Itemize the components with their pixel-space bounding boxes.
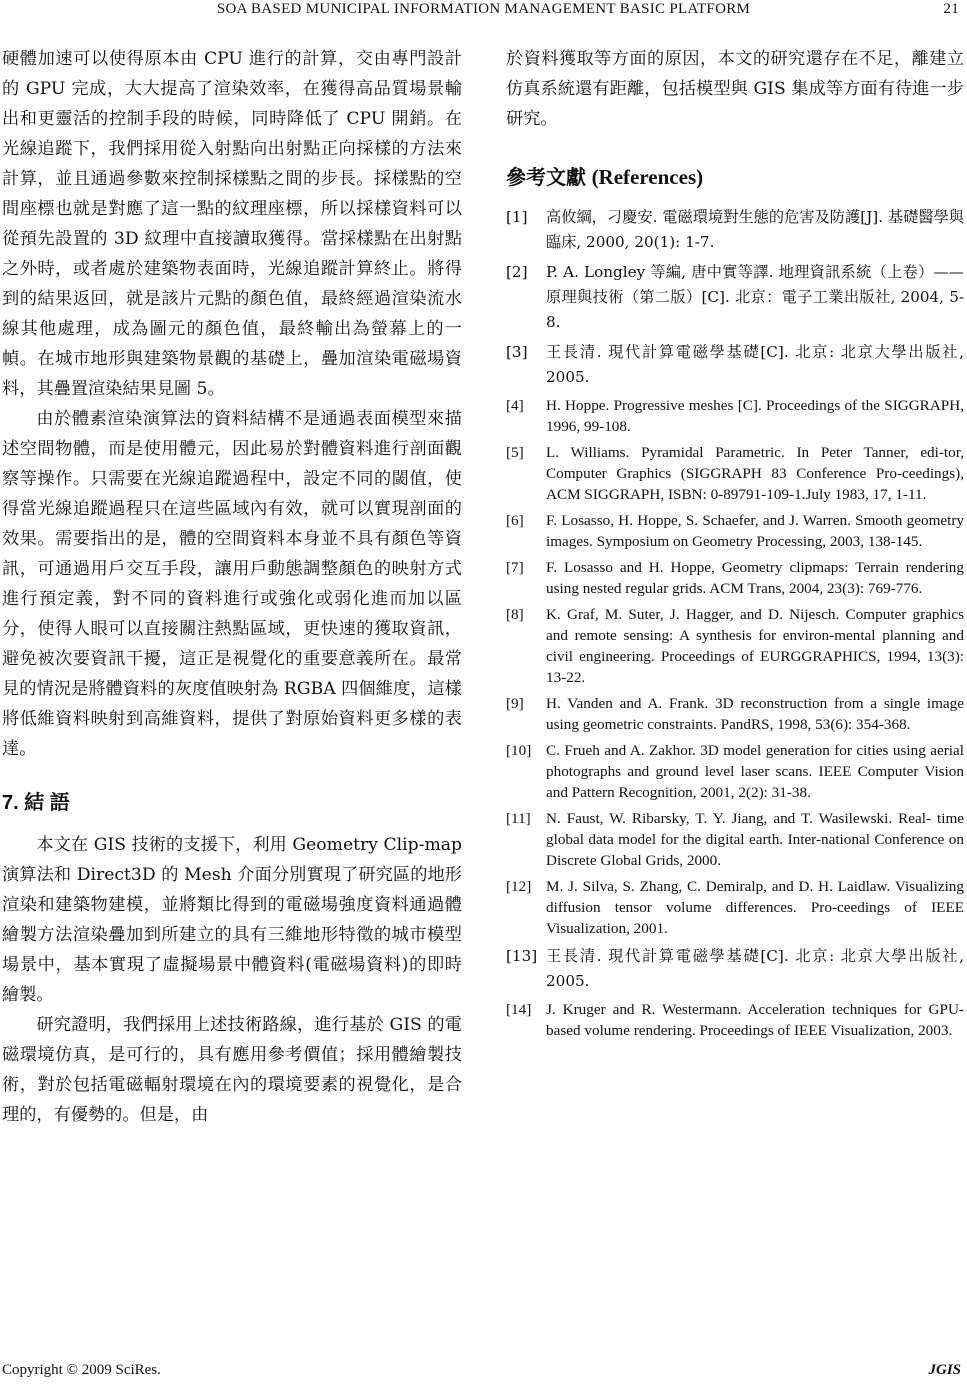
reference-number: [12] (506, 878, 532, 895)
page-header (0, 0, 967, 26)
reference-number: [6] (506, 512, 524, 529)
references-heading (506, 162, 964, 193)
reference-text: F. Losasso, H. Hoppe, S. Schaefer, and J. Warren. Smooth geometry images. Symposium on Geometry Processing, 2003, 138-145. (546, 512, 964, 550)
reference-list (506, 205, 964, 1041)
reference-number: [8] (506, 606, 524, 623)
conclusion-paragraph-1: 本文在 GIS 技術的支援下，利用 Geometry Clip-map 演算法和 Direct3D 的 Mesh 介面分別實現了研究區的地形渲染和建築物建模，並將類比得到的電磁場強度資料通過體繪製方法渲染疊加到所建立的具有三維地形特徵的城市模型場景中，基本實現了虛擬場景中體資料(電磁場資料)的即時繪製。 (2, 835, 462, 1005)
references-heading-en: (References) (591, 165, 704, 189)
copyright-notice: Copyright © 2009 SciRes. (2, 1362, 161, 1378)
reference-number: [3] (506, 343, 528, 361)
reference-number: [5] (506, 444, 524, 461)
conclusion-heading: 7. 結 語 (2, 792, 70, 814)
reference-number: [10] (506, 742, 532, 759)
continuation-paragraph: 於資料獲取等方面的原因，本文的研究還存在不足，離建立仿真系統還有距離，包括模型與 GIS 集成等方面有待進一步研究。 (506, 49, 964, 129)
reference-item (506, 604, 964, 688)
reference-item (506, 395, 964, 437)
reference-number: [7] (506, 559, 524, 576)
reference-text: K. Graf, M. Suter, J. Hagger, and D. Nijesch. Computer graphics and remote sensing: A synthesis for environ-mental planning and civil engineering. Proceedings of EURGGRAPHICS, 1994, 13(3): 13-22. (546, 606, 964, 686)
reference-text: M. J. Silva, S. Zhang, C. Demiralp, and D. H. Laidlaw. Visualizing diffusion tensor volume differences. Pro-ceedings of IEEE Visualization, 2001. (546, 878, 964, 937)
reference-item (506, 876, 964, 939)
conclusion-paragraph-2: 研究證明，我們採用上述技術路線，進行基於 GIS 的電磁環境仿真，是可行的，具有應用參考價值；採用體繪製技術，對於包括電磁輻射環境在內的環境要素的視覺化，是合理的，有優勢的。但是，由 (2, 1015, 462, 1125)
body-paragraph-1: 硬體加速可以使得原本由 CPU 進行的計算，交由專門設計的 GPU 完成，大大提高了渲染效率，在獲得高品質場景輸出和更靈活的控制手段的時候，同時降低了 CPU 開銷。在光線追蹤下，我們採用從入射點向出射點正向採樣的方法來計算，並且通過參數來控制採樣點之間的步長。採樣點的空間座標也就是對應了這一點的紋理座標，所以採樣資料可以從預先設置的 3D 紋理中直接讀取獲得。當採樣點在出射點之外時，或者處於建築物表面時，光線追蹤計算終止。將得到的結果返回，就是該片元點的顏色值，最終經過渲染流水線其他處理，成為圖元的顏色值，最終輸出為螢幕上的一幀。在城市地形與建築物景觀的基礎上，疊加渲染電磁場資料，其疊置渲染結果見圖 5。 (2, 49, 462, 399)
left-column (2, 44, 462, 1130)
reference-number: [4] (506, 397, 524, 414)
running-title: SOA BASED MUNICIPAL INFORMATION MANAGEMENT BASIC PLATFORM (216, 1, 751, 17)
reference-text: 王長清. 現代計算電磁學基礎[C]. 北京: 北京大學出版社, 2005. (546, 947, 964, 990)
reference-item (506, 510, 964, 552)
reference-item (506, 442, 964, 505)
reference-text: C. Frueh and A. Zakhor. 3D model generation for cities using aerial photographs and ground level laser scans. IEEE Computer Vision and Pattern Recognition, 2001, 2(2): 31-38. (546, 742, 964, 801)
page-footer (0, 1362, 967, 1384)
journal-name: JGIS (928, 1362, 961, 1378)
reference-item (506, 340, 964, 390)
body-paragraph-2: 由於體素渲染演算法的資料結構不是通過表面模型來描述空間物體，而是使用體元，因此易於對體資料進行剖面觀察等操作。只需要在光線追蹤過程中，設定不同的閾值，使得當光線追蹤過程只在這些區域內有效，就可以實現剖面的效果。需要指出的是，體的空間資料本身並不具有顏色等資訊，可通過用戶交互手段，讓用戶動態調整顏色的映射方式進行預定義，對不同的資料進行或強化或弱化進而加以區分，使得人眼可以直接關注熱點區域，更快速的獲取資訊，避免被次要資訊干擾，這正是視覺化的重要意義所在。最常見的情況是將體資料的灰度值映射為 RGBA 四個維度，這樣將低維資料映射到高維資料，提供了對原始資料更多樣的表達。 (2, 409, 462, 759)
reference-item (506, 999, 964, 1041)
reference-item (506, 205, 964, 255)
reference-item (506, 557, 964, 599)
reference-item (506, 944, 964, 994)
reference-text: N. Faust, W. Ribarsky, T. Y. Jiang, and T. Wasilewski. Real- time global data model for the digital earth. Inter-national Conference on Discrete Global Grids, 2000. (546, 810, 964, 869)
reference-number: [1] (506, 208, 528, 226)
reference-item (506, 740, 964, 803)
reference-text: H. Hoppe. Progressive meshes [C]. Proceedings of the SIGGRAPH, 1996, 99-108. (546, 397, 964, 435)
reference-number: [13] (506, 947, 538, 965)
reference-text: 高攸綱，刁慶安. 電磁環境對生態的危害及防護[J]. 基礎醫學與臨床, 2000, 20(1): 1-7. (546, 208, 964, 251)
reference-item (506, 260, 964, 335)
reference-number: [9] (506, 695, 524, 712)
reference-number: [14] (506, 1001, 532, 1018)
right-column (506, 44, 964, 1046)
reference-text: 王長清. 現代計算電磁學基礎[C]. 北京: 北京大學出版社, 2005. (546, 343, 964, 386)
references-heading-cjk: 參考文獻 (506, 167, 586, 189)
reference-number: [2] (506, 263, 528, 281)
reference-text: H. Vanden and A. Frank. 3D reconstruction from a single image using geometric constraints. PandRS, 1998, 53(6): 354-368. (546, 695, 964, 733)
reference-text: L. Williams. Pyramidal Parametric. In Peter Tanner, edi-tor, Computer Graphics (SIGGRAPH 83 Conference Pro-ceedings), ACM SIGGRAPH, ISBN: 0-89791-109-1.July 1983, 17, 1-11. (546, 444, 964, 503)
reference-text: F. Losasso and H. Hoppe, Geometry clipmaps: Terrain rendering using nested regular grids. ACM Trans, 2004, 23(3): 769-776. (546, 559, 964, 597)
reference-number: [11] (506, 810, 531, 827)
reference-text: J. Kruger and R. Westermann. Acceleration techniques for GPU-based volume rendering. Proceedings of IEEE Visualization, 2003. (546, 1001, 964, 1039)
reference-item (506, 808, 964, 871)
reference-item (506, 693, 964, 735)
page-number: 21 (943, 1, 959, 17)
reference-text: P. A. Longley 等編, 唐中實等譯. 地理資訊系統（上卷）——原理與技術（第二版）[C]. 北京：電子工業出版社, 2004, 5-8. (546, 263, 964, 331)
